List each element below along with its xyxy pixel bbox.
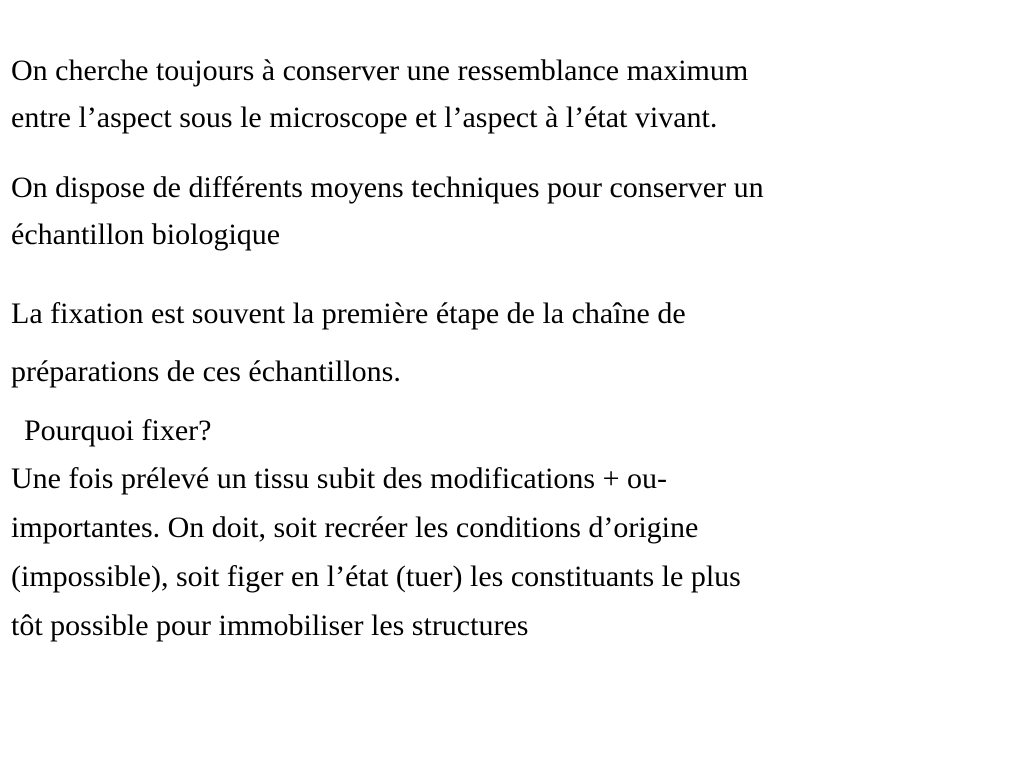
text-line: importantes. On doit, soit recréer les conditions d’origine xyxy=(11,511,699,544)
text-line: Pourquoi fixer? xyxy=(24,414,212,447)
text-line: préparations de ces échantillons. xyxy=(11,355,401,388)
text-line: (impossible), soit figer en l’état (tuer) les constituants le plus xyxy=(11,560,741,593)
paragraph-conservation-goal xyxy=(11,47,748,141)
question-heading xyxy=(24,407,211,454)
text-line: La fixation est souvent la première étape de la chaîne de xyxy=(11,297,686,330)
paragraph-why-fix xyxy=(11,454,741,650)
text-line: On cherche toujours à conserver une ressemblance maximum xyxy=(11,54,749,87)
text-line: tôt possible pour immobiliser les structures xyxy=(11,609,529,642)
text-line: On dispose de différents moyens techniques pour conserver un xyxy=(11,171,764,204)
paragraph-techniques xyxy=(11,164,764,258)
text-line: entre l’aspect sous le microscope et l’aspect à l’état vivant. xyxy=(11,101,718,134)
text-line: Une fois prélevé un tissu subit des modifications + ou- xyxy=(11,462,667,495)
paragraph-fixation-first-step xyxy=(11,285,686,401)
text-line: échantillon biologique xyxy=(11,218,281,251)
